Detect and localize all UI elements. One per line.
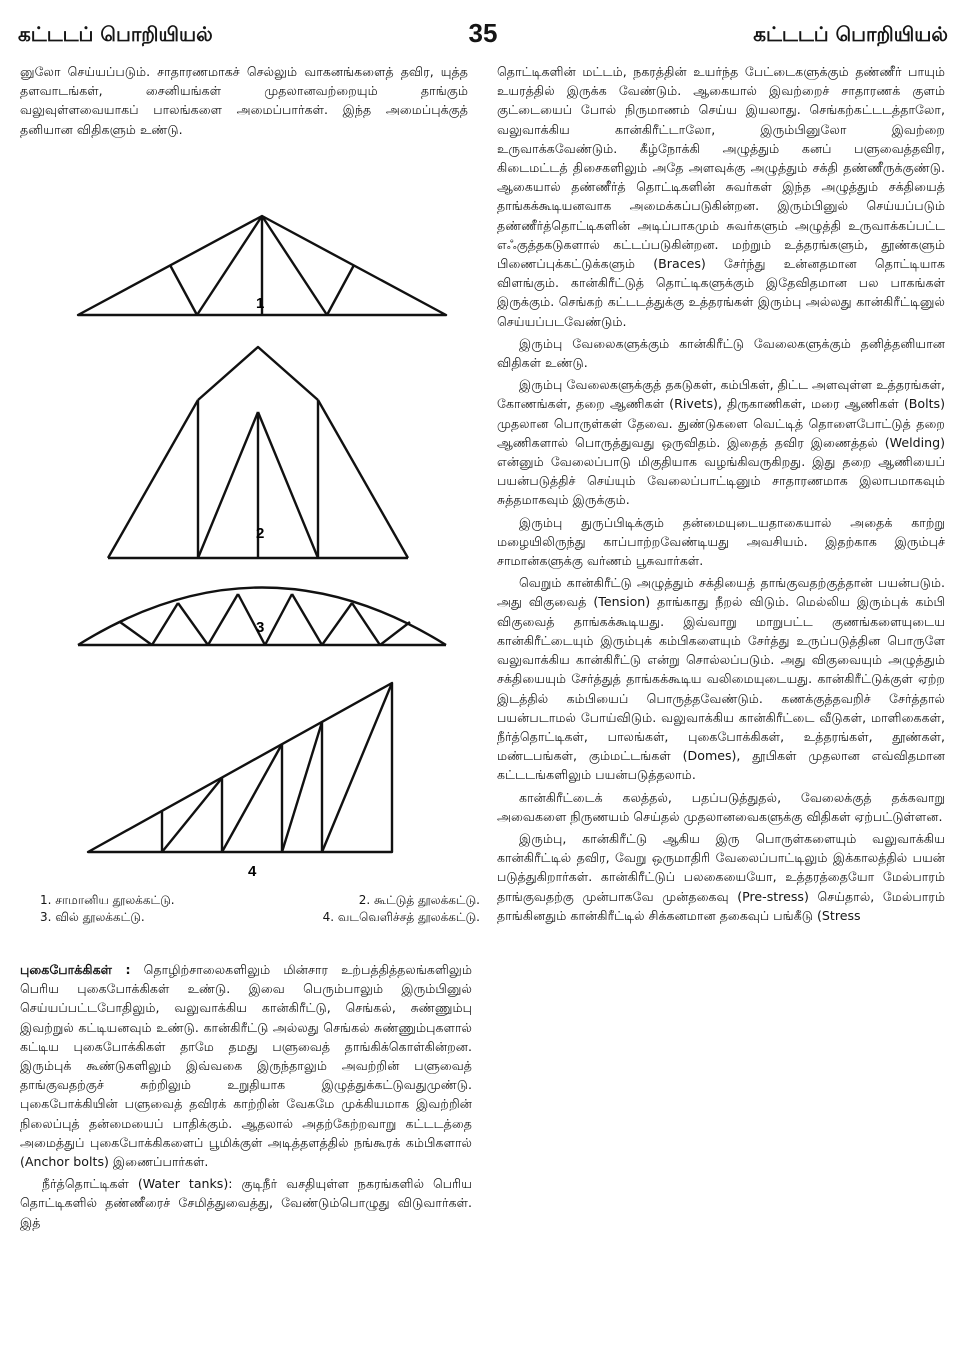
right-column bbox=[497, 62, 945, 1352]
truss-label-3: 3 bbox=[256, 619, 265, 636]
truss-label-2: 2 bbox=[256, 525, 265, 542]
right-paragraph-3: இரும்பு வேலைகளுக்குத் தகடுகள், கம்பிகள், திட்ட அளவுள்ள உத்தரங்கள், கோணங்கள், தறை ஆணிகள் (Rivets), திருகாணிகள், மரை ஆணிகள் (Bolts) முதலான பொருள்கள் தேவை. துண்டுகளை வெட்டித் தொளைபோட்டுத் தறை ஆணிகளால் பொருத்துவது ஒருவிதம். இதைத் தவிர இணைத்தல் (Welding) என்னும் வேலைப்பாடு மிகுதியாக வழங்கிவருகிறது. இது தறை ஆணியைப் பயன்படுத்திச் செய்யும் வேலைப்பாட்டினும் சாதாரணமாக இலாபமாகவும் சுத்தமாகவும் இருக்கும். bbox=[497, 377, 945, 508]
right-paragraph-6: கான்கிரீட்டைக் கலத்தல், பதப்படுத்துதல், வேலைக்குத் தக்கவாறு அவைகளை நிருணயம் செய்தல் முதலானவைகளுக்கு விதிகள் ஏற்பட்டுள்ளன. bbox=[497, 789, 945, 824]
truss-3-bow bbox=[78, 588, 446, 646]
truss-label-1: 1 bbox=[256, 295, 265, 312]
running-title-left: கட்டடப் பொறியியல் bbox=[18, 22, 213, 46]
left-column-bottom bbox=[20, 960, 472, 1350]
right-paragraph-4: இரும்பு துருப்பிடிக்கும் தன்மையுடையதாகையால் அதைக் காற்று மழையிலிருந்து காப்பாற்றவேண்டியது அவசியம். இதற்காக இரும்புச் சாமான்களுக்கு வர்ணம் பூசுவார்கள். bbox=[497, 514, 945, 569]
truss-4-north-light bbox=[88, 683, 392, 852]
truss-label-4: 4 bbox=[248, 863, 257, 880]
caption-item-2: 2. கூட்டுத் தூலக்கட்டு. bbox=[358, 893, 480, 907]
chimney-heading: புகைபோக்கிகள் : bbox=[20, 962, 131, 977]
right-paragraph-2: இரும்பு வேலைகளுக்கும் கான்கிரீட்டு வேலைகளுக்கும் தனித்தனியான விதிகள் உண்டு. bbox=[497, 335, 945, 371]
right-paragraph-7: இரும்பு, கான்கிரீட்டு ஆகிய இரு பொருள்களையும் வலுவாக்கிய கான்கிரீட்டில் தவிர, வேறு ஒருமாதிரி வேலைப்பாட்டிலும் இக்காலத்தில் பயன் படுத்துகிறார்கள். கான்கிரீட்டுப் பலகையையோ, உத்தரத்தையோ மேல்பாரம் தாங்குவதற்கு முன்பாகவே முன்தகைவு (Pre-stress) செய்தால், மேல்பாரம் தாங்கினதும் கான்கிரீட்டில் சிக்கனமான தகைவுப் பங்கீடு (Stress bbox=[497, 830, 945, 923]
caption-item-3: 3. வில் தூலக்கட்டு. bbox=[40, 910, 145, 924]
left-column-top bbox=[20, 62, 468, 142]
page-number: 35 bbox=[468, 18, 498, 48]
chimney-paragraph bbox=[20, 960, 472, 1171]
chimney-text: தொழிற்சாலைகளிலும் மின்சார உற்பத்தித்தலங்களிலும் பெரிய புகைபோக்கிகள் உண்டு. இவை பெரும்பாலும் இரும்பினுல் செய்யப்பட்டபோதிலும், வலுவாக்கிய கான்கிரீட்டு, செங்கல், சுண்ணும்பு இவற்றுல் கட்டியனவும் உண்டு. கான்கிரீட்டு அல்லது செங்கல் சுண்ணும்புகளால் கட்டிய புகைபோக்கிகள் தாமே தமது பளுவைத் தாங்கிக்கொள்கின்றன. இரும்புக் கூண்டுகளிலும் இவ்வகை இருந்தாலும் அவற்றின் பளுவைத் தாங்குவதற்குச் சுற்றிலும் உறுதியாக இழுத்துக்கட்டுவதுமுண்டு. புகைபோக்கியின் பளுவைத் தவிரக் காற்றின் வேகமே முக்கியமாக இவற்றின் நிலைப்புத் தன்மையைப் பாதிக்கும். ஆதலால் அதற்கேற்றவாறு கட்டடத்தை அமைத்துப் புகைபோக்கிகளைப் பூமிக்குள் அடித்தளத்தில் நங்கூரக் கம்பிகளால் (Anchor bolts) இணைப்பார்கள். bbox=[20, 962, 472, 1170]
water-tank-paragraph: நீர்த்தொட்டிகள் (Water tanks): குடிநீர் வசதியுள்ள நகரங்களில் பெரிய தொட்டிகளில் தண்ணீரைச் சேமித்துவைத்து, வேண்டும்பொழுது விடுவார்கள். இத் bbox=[20, 1176, 472, 1230]
running-title-right: கட்டடப் பொறியியல் bbox=[753, 22, 948, 46]
intro-paragraph: னுலோ செய்யப்படும். சாதாரணமாகச் செல்லும் வாகனங்களைத் தவிர, யுத்த தளவாடங்கள், சைனியங்கள் முதலானவற்றையும் தாங்கும் வலுவுள்ளவையாகப் பாலங்களை அமைப்பார்கள். இந்த அமைப்புக்குத் தனியான விதிகளும் உண்டு. bbox=[20, 64, 468, 137]
figure-caption bbox=[40, 892, 480, 926]
caption-item-1: 1. சாமானிய தூலக்கட்டு. bbox=[40, 893, 175, 907]
page-header bbox=[18, 18, 948, 58]
caption-item-4: 4. வடவெளிச்சத் தூலக்கட்டு. bbox=[322, 910, 480, 924]
right-paragraph-1: தொட்டிகளின் மட்டம், நகரத்தின் உயர்ந்த பேட்டைகளுக்கும் தண்ணீர் பாயும் உயரத்தில் இருக்க வேண்டும். ஆகையால் இவற்றைச் சாதாரணக் குளம் குட்டையைப் போல் நிருமாணம் செய்ய இயலாது. செங்கற்கட்டடத்தாலோ, வலுவாக்கிய கான்கிரீட்டாலோ, இரும்பினுலோ இவற்றை உருவாக்கவேண்டும். கீழ்நோக்கி அழுத்தும் கனப் பளுவைத்தவிர, கிடைமட்டத் திசைகளிலும் அதே அளவுக்கு அழுத்தும் சக்தி தண்ணீருக்குண்டு. ஆகையால் தண்ணீர்த் தொட்டிகளின் சுவர்கள் இந்த அழுத்தும் சக்தியைத் தாங்கக்கூடியனவாக அமைக்கப்படுகின்றன. இரும்பினுல் செய்யப்படும் தண்ணீர்த்தொட்டிகளின் அடிப்பாகமும் சுவர்களும் அழுத்தி உருவாக்கப்பட்ட எஃகுத்தகடுகளால் கட்டப்படுகின்றன. மற்றும் உத்தரங்களும், தூண்களும் பிணைப்புக்கட்டுக்களும் (Braces) சேர்ந்து உன்னதமான தொட்டியாக விளங்கும். கான்கிரீட்டுத் தொட்டிகளுக்கும் இதேவிதமான பல பாகங்கள் இருக்கும். செங்கற் கட்டடத்துக்கு உத்தரங்கள் இரும்பு அல்லது கான்கிரீட்டினுல் செய்யப்படவேண்டும். bbox=[497, 64, 945, 329]
truss-figure bbox=[60, 200, 480, 890]
right-paragraph-5: வெறும் கான்கிரீட்டு அழுத்தும் சக்தியைத் தாங்குவதற்குத்தான் பயன்படும். அது விகுவைத் (Tension) தாங்காது நீறல் விடும். மெல்லிய இரும்புக் கம்பி விகுவைத் தாங்கக்கூடியது. இவ்வாறு மாறுபட்ட குணங்களையுடைய கான்கிரீட்டையும் இரும்புக் கம்பிகளையும் சேர்த்து உருப்படுத்தின பொருளே வலுவாக்கிய கான்கிரீட்டு என்று சொல்லப்படும். அது விகுவையும் அழுத்தும் சக்தியையும் சேர்த்துத் தாங்கக்கூடிய வலிமையுடையது. கான்கிரீட்டுக்குள் ஏற்ற இடத்தில் கம்பியைப் பொருத்தவேண்டும். கணக்குத்தவறிச் சேர்த்தால் பயன்படாமல் போய்விடும். வலுவாக்கிய கான்கிரீட்டை வீடுகள், மாளிகைகள், நீர்த்தொட்டிகள், பாலங்கள், புகைபோக்கிகள், உத்தரங்கள், தூண்கள், மண்டபங்கள், கும்மட்டங்கள் (Domes), தூபிகள் முதலான எவ்விதமான கட்டடங்களிலும் பயன்படுத்தலாம். bbox=[497, 575, 945, 783]
